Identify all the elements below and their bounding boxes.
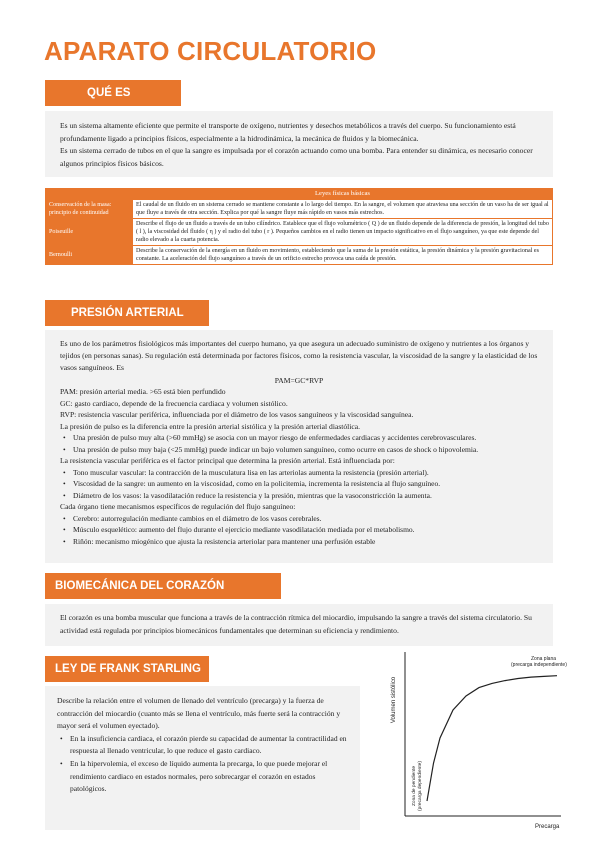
chart-annotation-slope-sub: (precarga dependiente) (418, 761, 423, 811)
list-item: • Músculo esquelético: aumento del flujo durante el ejercicio mediante vasodilatación mediada por el metabolismo. (60, 524, 538, 536)
list-item: • En la hipervolemia, el exceso de líquido aumenta la precarga, lo que puede mejorar el rendimiento cardiaco en estados normales, pero sobrecargar el corazón en estados patológicos. (57, 758, 349, 796)
frank-starling-text: Describe la relación entre el volumen de llenado del ventrículo (precarga) y la fuerza de contracción del miocardio (cuanto más se llena el ventrículo, más fuerte será la contracción y mayor será el volumen eyectado). (57, 696, 341, 731)
law-description: Describe el flujo de un fluido a través de un tubo cilíndrico. Establece que el flujo volumétrico ( Q ) de un fluido depende de la diferencia de presión, la longitud del tubo ( l ), la viscosidad del fluido ( η ) y el radio del tubo ( r ). Pequeños cambios en el radio tienen un impacto significativo en el flujo sanguíneo, ya que este depende del radio elevado a la cuarta potencia. (133, 219, 553, 246)
list-item: • Viscosidad de la sangre: un aumento en la viscosidad, como en la policitemia, incrementa la resistencia al flujo sanguíneo. (60, 478, 538, 490)
presion-mecanismos: Cada órgano tiene mecanismos específicos de regulación del flujo sanguíneo: (60, 502, 296, 512)
biomecanica-box (45, 604, 553, 646)
que-es-paragraph-2: Es un sistema cerrado de tubos en el que la sangre es impulsada por el corazón actuando como una bomba. Para entender su dinámica, es necesario conocer algunos principios físicos básicos. (60, 146, 533, 168)
presion-pulso: La presión de pulso es la diferencia entre la presión arterial sistólica y la presión arterial diastólica. (60, 421, 361, 431)
frank-starling-box (45, 686, 360, 830)
que-es-paragraph-1: Es un sistema altamente eficiente que permite el transporte de oxígeno, nutrientes y desechos metabólicos a través del cuerpo. Su funcionamiento está profundamente ligado a principios físicos, especialmente a la hidrodinámica, la mecánica de fluidos y la biomecánica. (60, 121, 516, 143)
chart-annotation-plateau-title: Zona plana (531, 656, 557, 662)
chart-xlabel: Precarga (535, 824, 560, 830)
list-item: • Cerebro: autorregulación mediante cambios en el diámetro de los vasos cerebrales. (60, 513, 538, 525)
chart-annotation-plateau-sub: (precarga independiente) (511, 662, 567, 668)
presion-formula: PAM=GC*RVP (274, 375, 324, 385)
presion-intro: Es uno de los parámetros fisiológicos más importantes del cuerpo humano, ya que asegura un adecuado suministro de oxígeno y nutrientes a los órganos y tejidos (en personas sanas). Su regulación está determinada por factores físicos, como la resistencia vascular, la viscosidad de la sangre y la elasticidad de los vasos sanguíneos. Es (60, 339, 538, 373)
list-item: • Una presión de pulso muy baja (<25 mmHg) puede indicar un bajo volumen sanguíneo, como ocurre en casos de shock o hipovolemia. (60, 444, 538, 456)
frank-starling-chart (375, 648, 575, 838)
section-label-que-es: QUÉ ES (45, 80, 181, 106)
list-item: • Diámetro de los vasos: la vasodilatación reduce la resistencia y la presión, mientras que la vasoconstricción la aumenta. (60, 490, 538, 502)
laws-table-header: Leyes físicas básicas (133, 189, 553, 200)
presion-box (45, 330, 553, 563)
table-row (46, 219, 553, 246)
law-name: Conservación de la masa: principio de continuidad (46, 200, 133, 219)
mecanismos-list (60, 513, 538, 548)
list-item: • En la insuficiencia cardiaca, el corazón pierde su capacidad de aumentar la contractilidad en respuesta al llenado ventricular, lo que reduce el gasto cardiaco. (57, 733, 349, 758)
list-item: • Una presión de pulso muy alta (>60 mmHg) se asocia con un mayor riesgo de enfermedades cardiacas y accidentes cerebrovasculares. (60, 432, 538, 444)
presion-gc: GC: gasto cardiaco, depende de la frecuencia cardiaca y volumen sistólico. (60, 398, 288, 408)
law-description: El caudal de un fluido en un sistema cerrado se mantiene constante a lo largo del tiempo. En la sangre, el volumen que atraviesa una sección de un vaso ha de ser igual al que fluye a través de otra sección. Explica por qué la sangre fluye más rápido en vasos más estrechos. (133, 200, 553, 219)
page-title: APARATO CIRCULATORIO (44, 36, 377, 66)
chart-series-line (427, 676, 557, 801)
frank-starling-list (57, 733, 349, 796)
list-item: • Riñón: mecanismo miogénico que ajusta la resistencia arteriolar para mantener una perfusión estable (60, 536, 538, 548)
table-row (46, 246, 553, 265)
biomecanica-text: El corazón es una bomba muscular que funciona a través de la contracción rítmica del miocardio, impulsando la sangre a través del sistema circulatorio. Su actividad está regulada por principios biomecánicos fundamentales que determinan su eficiencia y rendimiento. (60, 613, 532, 635)
presion-rvp: RVP: resistencia vascular periférica, influenciada por el diámetro de los vasos sanguíneos y la viscosidad sanguínea. (60, 410, 414, 420)
chart-annotation-slope-title: Zona de pendiente (412, 765, 417, 807)
list-item: • Tono muscular vascular: la contracción de la musculatura lisa en las arteriolas aumenta la resistencia (presión arterial). (60, 467, 538, 479)
section-label-presion-arterial: PRESIÓN ARTERIAL (45, 300, 209, 326)
que-es-box (45, 111, 553, 177)
presion-resistencia: La resistencia vascular periférica es el factor principal que determina la presión arterial. Está influenciada por: (60, 456, 395, 466)
law-name: Poiseuille (46, 219, 133, 246)
chart-ylabel: Volumen sistólico (391, 676, 397, 724)
resistencia-list (60, 467, 538, 502)
section-label-biomecanica: BIOMECÁNICA DEL CORAZÓN (45, 573, 281, 599)
law-description: Describe la conservación de la energía en un fluido en movimiento, estableciendo que la suma de la presión estática, la presión dinámica y la presión gravitacional es constante. La aceleración del flujo sanguíneo a través de un orificio estrecho provoca una caída de presión. (133, 246, 553, 265)
laws-table (45, 188, 553, 265)
law-name: Bernoulli (46, 246, 133, 265)
presion-pam: PAM: presión arterial media. >65 está bien perfundido (60, 387, 226, 397)
section-label-frank-starling: LEY DE FRANK STARLING (45, 656, 209, 682)
table-row (46, 200, 553, 219)
pulso-list (60, 432, 538, 455)
